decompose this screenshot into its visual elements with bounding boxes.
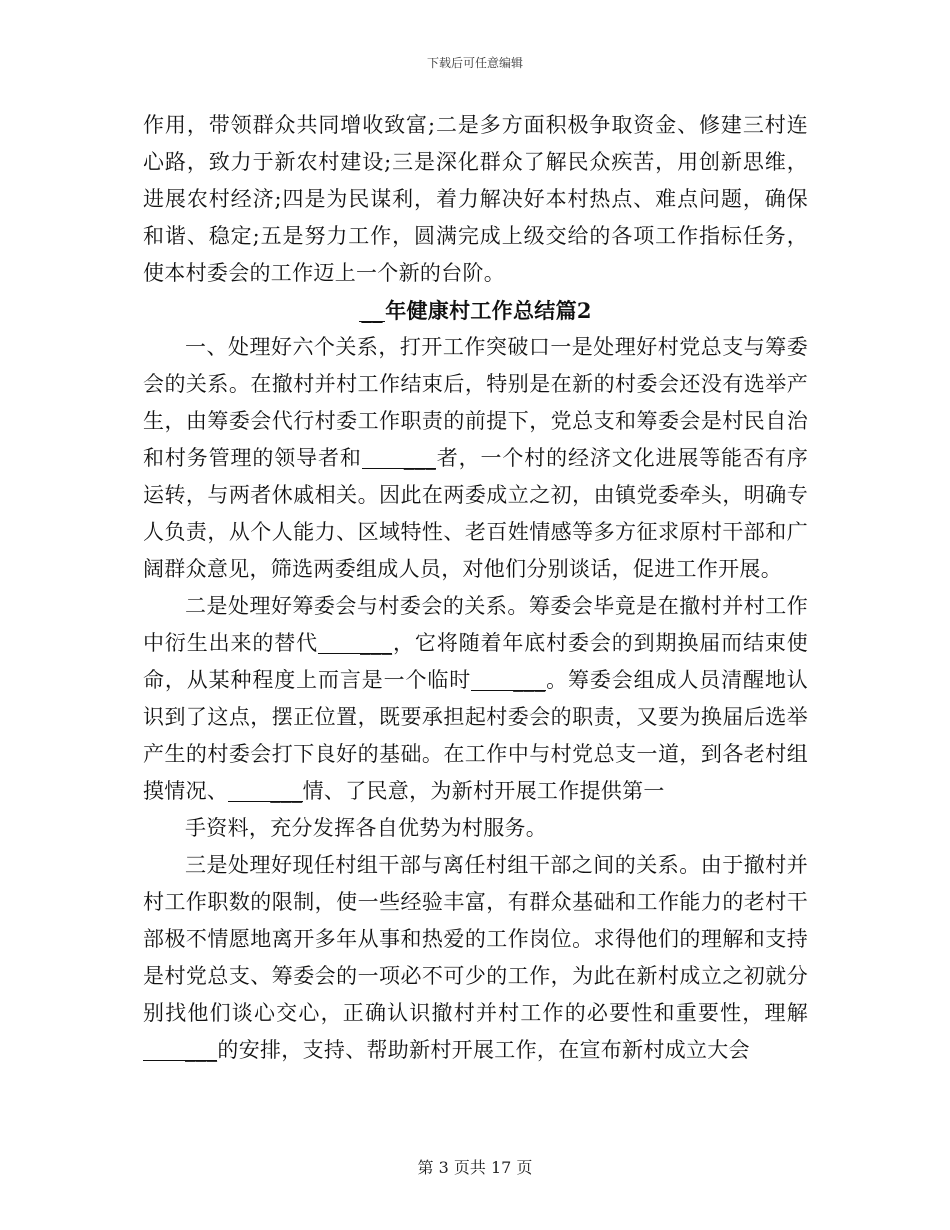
page-number: 第 3 页共 17 页 [417,1158,533,1177]
fill-blank: ___ [471,670,545,691]
document-body [143,107,808,1069]
paragraph-relation-1 [143,329,808,588]
paragraph-text: 者，一个村的经济文化进展等能否有序运转，与两者休戚相关。因此在两委成立之初，由镇党委牵头，明确专人负责，从个人能力、区域特性、老百姓情感等多方征求原村干部和广阔群众意见，筛选两委组成人员，对他们分别谈话，促进工作开展。 [143,446,808,581]
fill-blank: ___ [362,448,436,469]
paragraph-text: 二是处理好筹委会与村委会的关系。筹委会毕竟是在撤村并村工作中衍生出来的替代 [143,594,808,655]
fill-blank: ___ [228,781,302,802]
section-title [143,292,808,329]
paragraph-continuation: 作用，带领群众共同增收致富;二是多方面积极争取资金、修建三村连心路，致力于新农村建设;三是深化群众了解民众疾苦，用创新思维，进展农村经济;四是为民谋利，着力解决好本村热点、难点问题，确保和谐、稳定;五是努力工作，圆满完成上级交给的各项工作指标任务，使本村委会的工作迈上一个新的台阶。 [143,113,808,285]
title-text: 年健康村工作总结篇2 [385,298,592,323]
paragraph-relation-2 [143,588,808,810]
paragraph-text: 一、处理好六个关系，打开工作突破口一是处理好村党总支与筹委会的关系。在撤村并村工作结束后，特别是在新的村委会还没有选举产生，由筹委会代行村委工作职责的前提下，党总支和筹委会是村民自治和村务管理的领导者和 [143,335,808,470]
fill-blank: ___ [318,633,392,654]
paragraph-text: 的安排，支持、帮助新村开展工作，在宣布新村成立大会 [217,1038,750,1062]
fill-blank: ___ [143,1040,217,1061]
paragraph-text: ，它将随着年底村委会的到期换届而结束使命，从某种程度上而言是一个临时 [143,631,809,692]
title-blank: __ [359,301,385,322]
paragraph-text: 情、了民意，为新村开展工作提供第一 [302,779,665,803]
paragraph-short: 手资料，充分发挥各自优势为村服务。 [185,816,548,840]
paragraph-relation-3 [143,847,808,1069]
page-header-note: 下载后可任意编辑 [426,56,523,70]
paragraph-text: 。筹委会组成人员清醒地认识到了这点，摆正位置，既要承担起村委会的职责，又要为换届后选举产生的村委会打下良好的基础。在工作中与村党总支一道，到各老村组摸情况、 [143,668,808,803]
paragraph-text: 三是处理好现任村组干部与离任村组干部之间的关系。由于撤村并村工作职数的限制，使一些经验丰富，有群众基础和工作能力的老村干部极不情愿地离开多年从事和热爱的工作岗位。求得他们的理解和支持是村党总支、筹委会的一项必不可少的工作，为此在新村成立之初就分别找他们谈心交心，正确认识撤村并村工作的必要性和重要性，理解 [143,853,808,1025]
